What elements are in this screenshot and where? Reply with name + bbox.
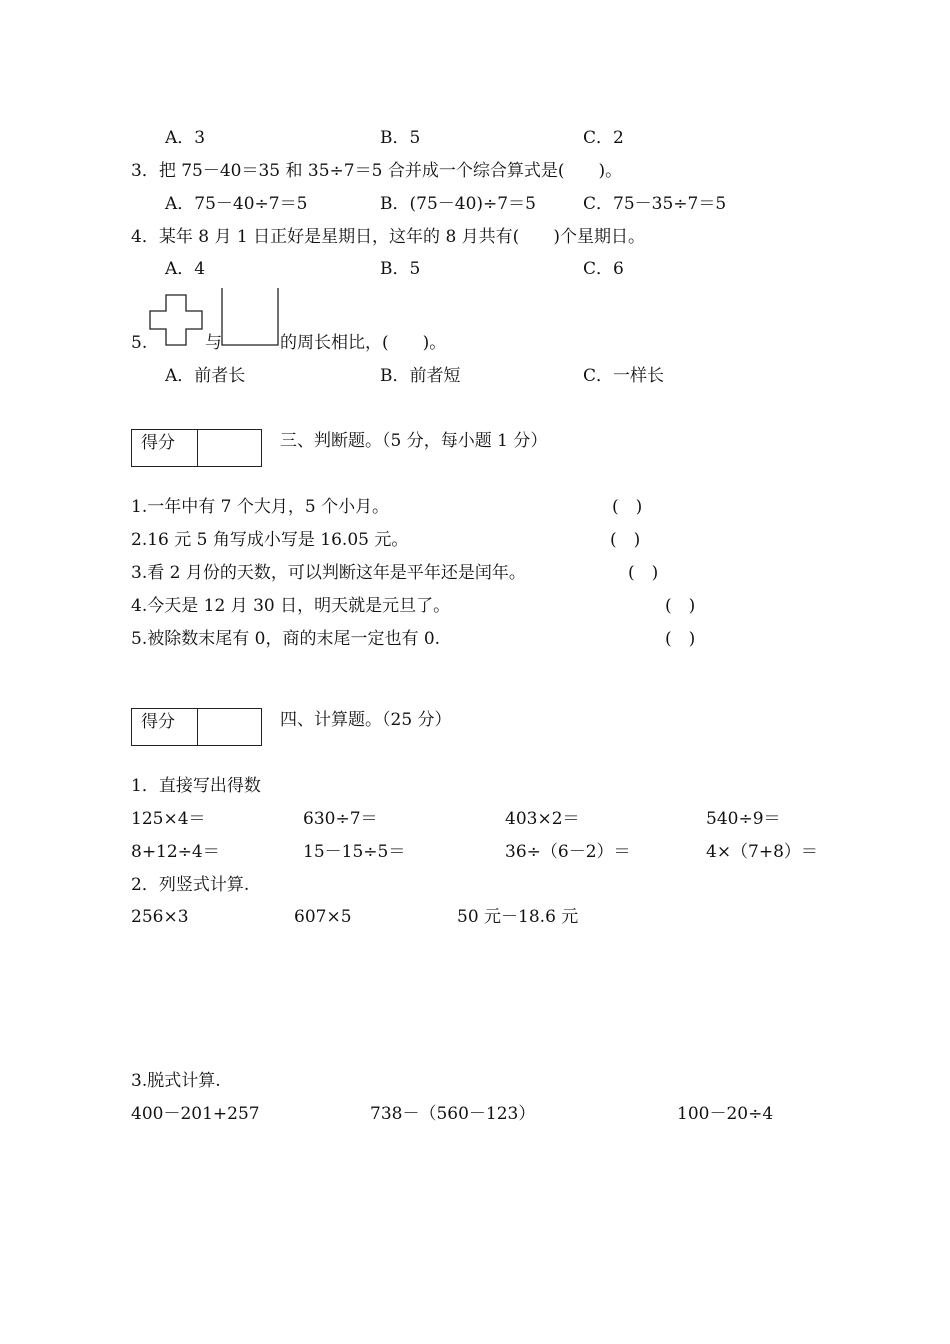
part3-title: 3.脱式计算.	[131, 1071, 221, 1091]
q3-option-b: B．(75－40)÷7＝5	[380, 194, 536, 214]
vertical-calc-1: 256×3	[131, 907, 189, 927]
stepwise-calc-2: 738－（560－123）	[370, 1104, 536, 1124]
judge-item-2: 2.16 元 5 角写成小写是 16.05 元。	[131, 530, 409, 550]
oral-calc-3: 403×2＝	[505, 809, 580, 829]
judge-item-4: 4.今天是 12 月 30 日，明天就是元旦了。	[131, 596, 451, 616]
q3-option-c: C．75－35÷7＝5	[583, 194, 727, 214]
section4-title: 四、计算题。（25 分）	[280, 710, 452, 730]
part1-title: 1．直接写出得数	[131, 776, 261, 796]
oral-calc-2: 630÷7＝	[303, 809, 378, 829]
q5-option-c: C．一样长	[583, 366, 665, 386]
judge-paren-1: ( )	[612, 497, 643, 517]
q2-option-b: B．5	[380, 128, 421, 148]
section3-score-label: 得分	[132, 430, 198, 466]
oral-calc-1: 125×4＝	[131, 809, 206, 829]
cross-shape-figure	[147, 293, 207, 349]
rectangle-shape-figure	[218, 287, 282, 349]
q4-option-c: C．6	[583, 259, 624, 279]
q5-number: 5.	[131, 333, 148, 353]
section4-score-box	[131, 708, 262, 746]
oral-calc-8: 4×（7+8）＝	[706, 842, 818, 862]
vertical-calc-2: 607×5	[294, 907, 352, 927]
section4-score-label: 得分	[132, 709, 198, 745]
q4-stem: 4．某年 8 月 1 日正好是星期日，这年的 8 月共有( )个星期日。	[131, 227, 645, 247]
part2-title: 2．列竖式计算.	[131, 875, 250, 895]
oral-calc-6: 15－15÷5＝	[303, 842, 406, 862]
oral-calc-7: 36÷（6－2）＝	[505, 842, 631, 862]
judge-item-1: 1.一年中有 7 个大月，5 个小月。	[131, 497, 390, 517]
q3-stem: 3．把 75－40＝35 和 35÷7＝5 合并成一个综合算式是( )。	[131, 161, 623, 181]
oral-calc-4: 540÷9＝	[706, 809, 781, 829]
vertical-calc-3: 50 元－18.6 元	[457, 907, 579, 927]
q5-tail: 的周长相比，( )。	[280, 333, 447, 353]
oral-calc-5: 8+12÷4＝	[131, 842, 220, 862]
q2-option-c: C．2	[583, 128, 624, 148]
judge-item-3: 3.看 2 月份的天数，可以判断这年是平年还是闰年。	[131, 563, 526, 583]
judge-paren-3: ( )	[628, 563, 659, 583]
section3-score-box	[131, 429, 262, 467]
section3-title: 三、判断题。（5 分，每小题 1 分）	[280, 431, 548, 451]
q4-option-a: A．4	[165, 259, 206, 279]
q5-option-b: B．前者短	[380, 366, 461, 386]
judge-paren-2: ( )	[610, 530, 641, 550]
judge-paren-4: ( )	[665, 596, 696, 616]
q3-option-a: A．75－40÷7＝5	[165, 194, 308, 214]
q5-option-a: A．前者长	[165, 366, 246, 386]
q4-option-b: B．5	[380, 259, 421, 279]
stepwise-calc-3: 100－20÷4	[677, 1104, 774, 1124]
q2-option-a: A．3	[165, 128, 206, 148]
judge-item-5: 5.被除数末尾有 0，商的末尾一定也有 0.	[131, 629, 441, 649]
stepwise-calc-1: 400－201+257	[131, 1104, 260, 1124]
q5-connector: 与	[205, 333, 222, 353]
judge-paren-5: ( )	[665, 629, 696, 649]
